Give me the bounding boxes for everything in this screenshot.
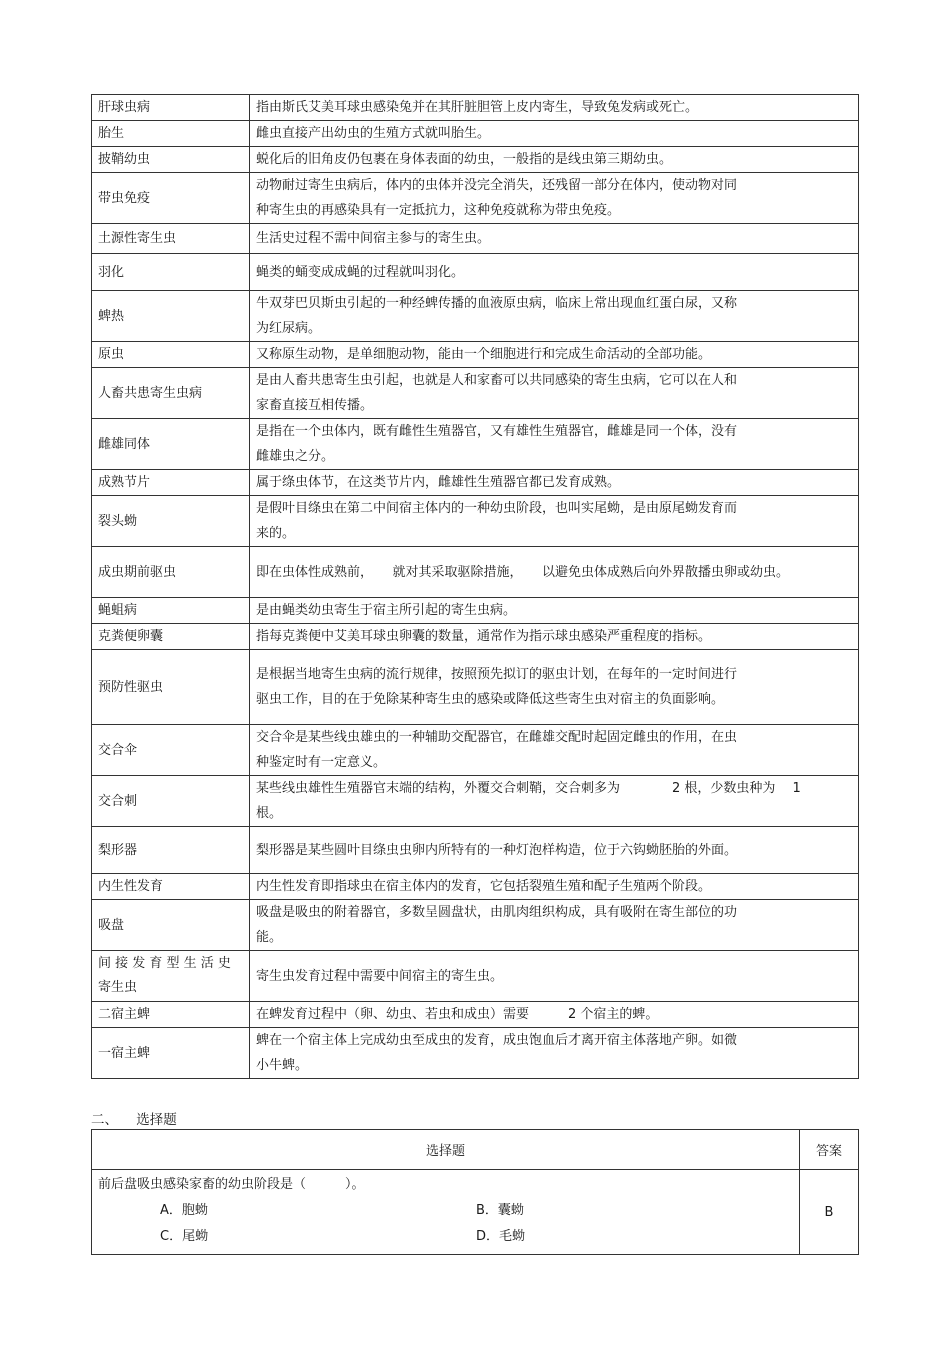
glossary-term: 预防性驱虫 bbox=[92, 650, 250, 725]
glossary-term: 披鞘幼虫 bbox=[92, 147, 250, 173]
definition-line: 属于绦虫体节，在这类节片内，雌雄性生殖器官都已发育成熟。 bbox=[256, 475, 621, 490]
definition-line: 生活史过程不需中间宿主参与的寄生虫。 bbox=[256, 231, 491, 246]
definition-line: 蜕化后的旧角皮仍包裹在身体表面的幼虫，一般指的是线虫第三期幼虫。 bbox=[256, 152, 673, 167]
definition-line: 驱虫工作，目的在于免除某种寄生虫的感染或降低这些寄生虫对宿主的负面影响。 bbox=[256, 692, 725, 707]
section-number: 二、 bbox=[91, 1112, 118, 1128]
glossary-definition bbox=[250, 776, 859, 827]
definition-line: 交合伞是某些线虫雄虫的一种辅助交配器官，在雌雄交配时起固定雌虫的作用，在虫 bbox=[256, 730, 738, 745]
glossary-definition bbox=[250, 1028, 859, 1079]
section-title: 选择题 bbox=[136, 1112, 177, 1128]
definition-line: 在蜱发育过程中（卵、幼虫、若虫和成虫）需要 2 个宿主的蜱。 bbox=[256, 1007, 659, 1022]
quiz-header-answer: 答案 bbox=[800, 1130, 859, 1170]
glossary-row bbox=[92, 951, 859, 1002]
definition-line: 种鉴定时有一定意义。 bbox=[256, 755, 387, 770]
glossary-row bbox=[92, 900, 859, 951]
glossary-term: 克粪便卵囊 bbox=[92, 624, 250, 650]
glossary-term: 内生性发育 bbox=[92, 874, 250, 900]
glossary-row bbox=[92, 342, 859, 368]
glossary-term: 雌雄同体 bbox=[92, 419, 250, 470]
definition-line: 雌雄虫之分。 bbox=[256, 449, 335, 464]
definition-line: 又称原生动物，是单细胞动物，能由一个细胞进行和完成生命活动的全部功能。 bbox=[256, 347, 712, 362]
glossary-row bbox=[92, 95, 859, 121]
glossary-row bbox=[92, 725, 859, 776]
glossary-row bbox=[92, 419, 859, 470]
glossary-term: 成虫期前驱虫 bbox=[92, 547, 250, 598]
glossary-term: 蝇蛆病 bbox=[92, 598, 250, 624]
quiz-option-b: B．囊蚴 bbox=[476, 1203, 524, 1218]
definition-line: 寄生虫发育过程中需要中间宿主的寄生虫。 bbox=[256, 968, 504, 984]
definition-line: 某些线虫雄性生殖器官末端的结构，外覆交合刺鞘，交合刺多为 2 根，少数虫种为 1 bbox=[256, 781, 801, 796]
section-heading bbox=[91, 1108, 177, 1128]
glossary-table bbox=[91, 94, 859, 1079]
glossary-definition bbox=[250, 951, 859, 1002]
quiz-question-cell bbox=[92, 1170, 800, 1255]
definition-line: 家畜直接互相传播。 bbox=[256, 398, 374, 413]
definition-line: 是根据当地寄生虫病的流行规律，按照预先拟订的驱虫计划，在每年的一定时间进行 bbox=[256, 667, 738, 682]
glossary-row bbox=[92, 173, 859, 224]
glossary-definition bbox=[250, 173, 859, 224]
glossary-term: 裂头蚴 bbox=[92, 496, 250, 547]
glossary-definition bbox=[250, 419, 859, 470]
glossary-row bbox=[92, 368, 859, 419]
glossary-term: 蜱热 bbox=[92, 291, 250, 342]
definition-line: 为红尿病。 bbox=[256, 321, 322, 336]
glossary-term: 原虫 bbox=[92, 342, 250, 368]
quiz-option-a: A．胞蚴 bbox=[160, 1203, 208, 1218]
definition-line: 动物耐过寄生虫病后，体内的虫体并没完全消失，还残留一部分在体内，使动物对同 bbox=[256, 178, 738, 193]
glossary-definition bbox=[250, 291, 859, 342]
glossary-term: 成熟节片 bbox=[92, 470, 250, 496]
definition-line: 牛双芽巴贝斯虫引起的一种经蜱传播的血液原虫病，临床上常出现血红蛋白尿，又称 bbox=[256, 296, 738, 311]
glossary-definition bbox=[250, 121, 859, 147]
glossary-definition bbox=[250, 470, 859, 496]
glossary-term: 交合刺 bbox=[92, 776, 250, 827]
definition-line: 能。 bbox=[256, 930, 283, 945]
glossary-term: 土源性寄生虫 bbox=[92, 224, 250, 254]
definition-line: 小牛蜱。 bbox=[256, 1058, 309, 1073]
glossary-row bbox=[92, 650, 859, 725]
quiz-table bbox=[91, 1129, 859, 1255]
glossary-row bbox=[92, 121, 859, 147]
glossary-row bbox=[92, 1002, 859, 1028]
quiz-header-question: 选择题 bbox=[92, 1130, 800, 1170]
glossary-term: 人畜共患寄生虫病 bbox=[92, 368, 250, 419]
glossary-definition bbox=[250, 598, 859, 624]
glossary-row bbox=[92, 254, 859, 291]
quiz-answer: B bbox=[800, 1170, 859, 1255]
glossary-term: 间 接 发 育 型 生 活 史 寄生虫 bbox=[92, 951, 250, 1002]
glossary-term: 胎生 bbox=[92, 121, 250, 147]
glossary-definition bbox=[250, 874, 859, 900]
definition-line: 来的。 bbox=[256, 526, 296, 541]
glossary-row bbox=[92, 547, 859, 598]
definition-line: 是由人畜共患寄生虫引起，也就是人和家畜可以共同感染的寄生虫病，它可以在人和 bbox=[256, 373, 738, 388]
glossary-definition bbox=[250, 725, 859, 776]
quiz-option-c: C．尾蚴 bbox=[160, 1229, 209, 1244]
glossary-definition bbox=[250, 900, 859, 951]
glossary-row bbox=[92, 598, 859, 624]
definition-line: 指每克粪便中艾美耳球虫卵囊的数量，通常作为指示球虫感染严重程度的指标。 bbox=[256, 629, 712, 644]
glossary-row bbox=[92, 624, 859, 650]
definition-line: 内生性发育即指球虫在宿主体内的发育，它包括裂殖生殖和配子生殖两个阶段。 bbox=[256, 879, 712, 894]
glossary-definition bbox=[250, 95, 859, 121]
definition-line: 种寄生虫的再感染具有一定抵抗力，这种免疫就称为带虫免疫。 bbox=[256, 203, 621, 218]
glossary-definition bbox=[250, 827, 859, 874]
glossary-definition bbox=[250, 224, 859, 254]
definition-line: 蜱在一个宿主体上完成幼虫至成虫的发育，成虫饱血后才离开宿主体落地产卵。如微 bbox=[256, 1033, 738, 1048]
glossary-definition bbox=[250, 368, 859, 419]
glossary-row bbox=[92, 874, 859, 900]
definition-line: 梨形器是某些圆叶目绦虫虫卵内所特有的一种灯泡样构造，位于六钩蚴胚胎的外面。 bbox=[256, 842, 738, 858]
glossary-row bbox=[92, 291, 859, 342]
glossary-term: 二宿主蜱 bbox=[92, 1002, 250, 1028]
glossary-definition bbox=[250, 624, 859, 650]
definition-line: 即在虫体性成熟前， 就对其采取驱除措施， 以避免虫体成熟后向外界散播虫卵或幼虫。 bbox=[256, 564, 790, 580]
glossary-definition bbox=[250, 496, 859, 547]
definition-line: 蝇类的蛹变成成蝇的过程就叫羽化。 bbox=[256, 264, 465, 280]
glossary-term: 交合伞 bbox=[92, 725, 250, 776]
glossary-definition bbox=[250, 254, 859, 291]
glossary-row bbox=[92, 470, 859, 496]
glossary-definition bbox=[250, 650, 859, 725]
definition-line: 雌虫直接产出幼虫的生殖方式就叫胎生。 bbox=[256, 126, 491, 141]
glossary-term: 肝球虫病 bbox=[92, 95, 250, 121]
definition-line: 吸盘是吸虫的附着器官，多数呈圆盘状，由肌肉组织构成，具有吸附在寄生部位的功 bbox=[256, 905, 738, 920]
glossary-row bbox=[92, 496, 859, 547]
quiz-question-text: 前后盘吸虫感染家畜的幼虫阶段是（ ）。 bbox=[98, 1177, 365, 1192]
definition-line: 是由蝇类幼虫寄生于宿主所引起的寄生虫病。 bbox=[256, 603, 517, 618]
glossary-row bbox=[92, 776, 859, 827]
glossary-row bbox=[92, 827, 859, 874]
glossary-definition bbox=[250, 547, 859, 598]
glossary-row bbox=[92, 224, 859, 254]
glossary-definition bbox=[250, 147, 859, 173]
quiz-option-d: D．毛蚴 bbox=[476, 1229, 526, 1244]
glossary-term: 羽化 bbox=[92, 254, 250, 291]
glossary-definition bbox=[250, 342, 859, 368]
glossary-row bbox=[92, 1028, 859, 1079]
glossary-definition bbox=[250, 1002, 859, 1028]
definition-line: 根。 bbox=[256, 806, 283, 821]
glossary-term: 吸盘 bbox=[92, 900, 250, 951]
glossary-term: 梨形器 bbox=[92, 827, 250, 874]
glossary-term: 带虫免疫 bbox=[92, 173, 250, 224]
definition-line: 指由斯氏艾美耳球虫感染兔并在其肝脏胆管上皮内寄生，导致兔发病或死亡。 bbox=[256, 100, 699, 115]
glossary-row bbox=[92, 147, 859, 173]
definition-line: 是指在一个虫体内，既有雌性生殖器官，又有雄性生殖器官，雌雄是同一个体，没有 bbox=[256, 424, 738, 439]
glossary-term: 一宿主蜱 bbox=[92, 1028, 250, 1079]
quiz-options bbox=[98, 1198, 793, 1250]
definition-line: 是假叶目绦虫在第二中间宿主体内的一种幼虫阶段，也叫实尾蚴，是由原尾蚴发育而 bbox=[256, 501, 738, 516]
